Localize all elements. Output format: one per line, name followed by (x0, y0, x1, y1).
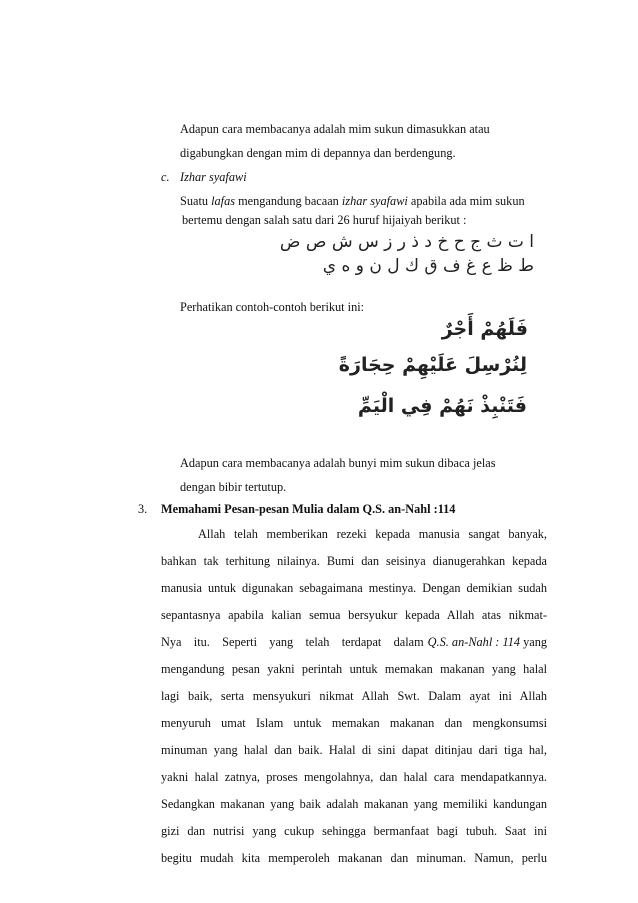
body-line: minuman yang halal dan baik. Halal di sini dapat ditinjau dari tiga hal, (161, 743, 547, 757)
body-line: gizi dan nutrisi yang cukup sehingga bermanfaat bagi tubuh. Saat ini (161, 824, 547, 838)
body-line: Sedangkan makanan yang baik adalah makanan yang memiliki kandungan (161, 797, 547, 811)
paragraph-line: Adapun cara membacanya adalah bunyi mim sukun dibaca jelas (180, 456, 496, 470)
arabic-example: فَتَنْبِذْ نَهُمْ فِي الْيَمِّ (357, 395, 527, 417)
paragraph-line: bertemu dengan salah satu dari 26 huruf hijaiyah berikut : (182, 213, 467, 227)
body-line: begitu mudah kita memperoleh makanan dan minuman. Namun, perlu (161, 851, 547, 865)
paragraph-line: digabungkan dengan mim di depannya dan berdengung. (180, 146, 456, 160)
subsection-heading: Izhar syafawi (180, 170, 247, 184)
paragraph-line: Suatu lafas mengandung bacaan izhar syafawi apabila ada mim sukun (180, 194, 525, 208)
body-line: yakni halal zatnya, proses mengolahnya, dan halal cara mendapatkannya. (161, 770, 547, 784)
body-line: lagi baik, serta mensyukuri nikmat Allah Swt. Dalam ayat ini Allah (161, 689, 547, 703)
body-line: sepantasnya apabila kalian semua bersyukur kepada Allah atas nikmat- (161, 608, 547, 622)
body-line: Allah telah memberikan rezeki kepada manusia sangat banyak, (198, 527, 547, 541)
body-line: Nya itu. Seperti yang telah terdapat dalam Q.S. an-Nahl : 114 yang (161, 635, 547, 649)
arabic-example: لِنُرْسِلَ عَلَيْهِمْ حِجَارَةً (338, 354, 527, 376)
body-line: menyuruh umat Islam untuk memakan makanan dan mengkonsumsi (161, 716, 547, 730)
paragraph-line: Adapun cara membacanya adalah mim sukun dimasukkan atau (180, 122, 490, 136)
arabic-example: فَلَهُمْ أَجْرٌ (441, 318, 528, 340)
body-line: mengandung pesan yakni perintah untuk memakan makanan yang halal (161, 662, 547, 676)
paragraph-line: Perhatikan contoh-contoh berikut ini: (180, 300, 365, 314)
section-number: 3. (138, 502, 148, 516)
body-line: manusia untuk digunakan sebagaimana mestinya. Dengan demikian sudah (161, 581, 547, 595)
body-line: bahkan tak terhitung nilainya. Bumi dan seisinya dianugerahkan kepada (161, 554, 547, 568)
section-title: Memahami Pesan-pesan Mulia dalam Q.S. an-Nahl :114 (161, 502, 456, 516)
hijaiyah-letters-row: ط ظ ع غ ف ق ك ل ن و ه ي (322, 256, 534, 276)
paragraph-line: dengan bibir tertutup. (180, 480, 287, 494)
hijaiyah-letters-row: ا ت ث ج ح خ د ذ ر ز س ش ص ض (279, 232, 534, 252)
list-marker: c. (161, 170, 170, 184)
